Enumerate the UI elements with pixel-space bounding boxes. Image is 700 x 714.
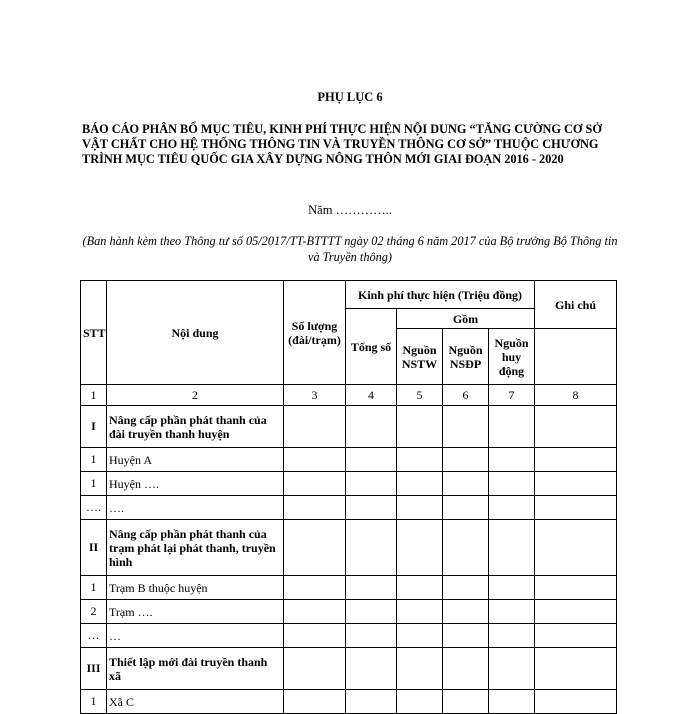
row-stt: … xyxy=(81,624,107,648)
table-row xyxy=(81,576,617,600)
report-table xyxy=(80,280,617,714)
row-content: … xyxy=(107,624,284,648)
issued-by-note: (Ban hành kèm theo Thông tư số 05/2017/TT-BTTTT ngày 02 tháng 6 năm 2017 của Bộ trưởng Bộ Thông tin và Truyền thông) xyxy=(82,234,618,264)
row-content: Thiết lập mới đài truyền thanh xã xyxy=(107,648,284,690)
row-stt: 1 xyxy=(81,576,107,600)
header-nstw: Nguồn NSTW xyxy=(397,329,443,385)
header-content: Nội dung xyxy=(107,281,284,385)
row-content: Huyện …. xyxy=(107,472,284,496)
header-funding: Kinh phí thực hiện (Triệu đồng) xyxy=(346,281,535,309)
col-index: 1 xyxy=(81,385,107,406)
col-index: 4 xyxy=(346,385,397,406)
header-row xyxy=(81,281,617,309)
col-index: 2 xyxy=(107,385,284,406)
header-notes: Ghi chú xyxy=(535,281,617,329)
empty-cell xyxy=(535,329,617,385)
col-index: 7 xyxy=(489,385,535,406)
table-row xyxy=(81,520,617,576)
row-content: Nâng cấp phần phát thanh của trạm phát lại phát thanh, truyền hình xyxy=(107,520,284,576)
row-stt: II xyxy=(81,520,107,576)
table-row xyxy=(81,648,617,690)
row-stt: …. xyxy=(81,496,107,520)
table-row xyxy=(81,472,617,496)
row-stt: I xyxy=(81,406,107,448)
table-row xyxy=(81,600,617,624)
header-total: Tổng số xyxy=(346,309,397,385)
header-mobilized: Nguồn huy động xyxy=(489,329,535,385)
table-row xyxy=(81,406,617,448)
table-row xyxy=(81,496,617,520)
row-content: Trạm B thuộc huyện xyxy=(107,576,284,600)
header-stt: STT xyxy=(81,281,107,385)
row-stt: 1 xyxy=(81,448,107,472)
row-stt: III xyxy=(81,648,107,690)
row-content: Nâng cấp phần phát thanh của đài truyền thanh huyện xyxy=(107,406,284,448)
col-index: 5 xyxy=(397,385,443,406)
row-stt: 1 xyxy=(81,472,107,496)
report-heading: BÁO CÁO PHÂN BỔ MỤC TIÊU, KINH PHÍ THỰC HIỆN NỘI DUNG “TĂNG CƯỜNG CƠ SỞ VẬT CHẤT CHO HỆ THỐNG THÔNG TIN VÀ TRUYỀN THÔNG CƠ SỞ” THUỘC CHƯƠNG TRÌNH MỤC TIÊU QUỐC GIA XÂY DỰNG NÔNG THÔN MỚI GIAI ĐOẠN 2016 - 2020 xyxy=(82,122,602,166)
col-index: 8 xyxy=(535,385,617,406)
row-content: Xã C xyxy=(107,690,284,714)
row-stt: 2 xyxy=(81,600,107,624)
year-line: Năm ………….. xyxy=(308,203,392,217)
header-quantity: Số lượng (đài/trạm) xyxy=(284,281,346,385)
row-stt: 1 xyxy=(81,690,107,714)
table-row xyxy=(81,624,617,648)
appendix-title: PHỤ LỤC 6 xyxy=(317,90,383,104)
header-including: Gồm xyxy=(397,309,535,329)
col-index: 6 xyxy=(443,385,489,406)
table-row xyxy=(81,448,617,472)
col-index: 3 xyxy=(284,385,346,406)
row-content: Trạm …. xyxy=(107,600,284,624)
header-nsdp: Nguồn NSĐP xyxy=(443,329,489,385)
table-row xyxy=(81,690,617,714)
row-content: …. xyxy=(107,496,284,520)
column-index-row xyxy=(81,385,617,406)
row-content: Huyện A xyxy=(107,448,284,472)
